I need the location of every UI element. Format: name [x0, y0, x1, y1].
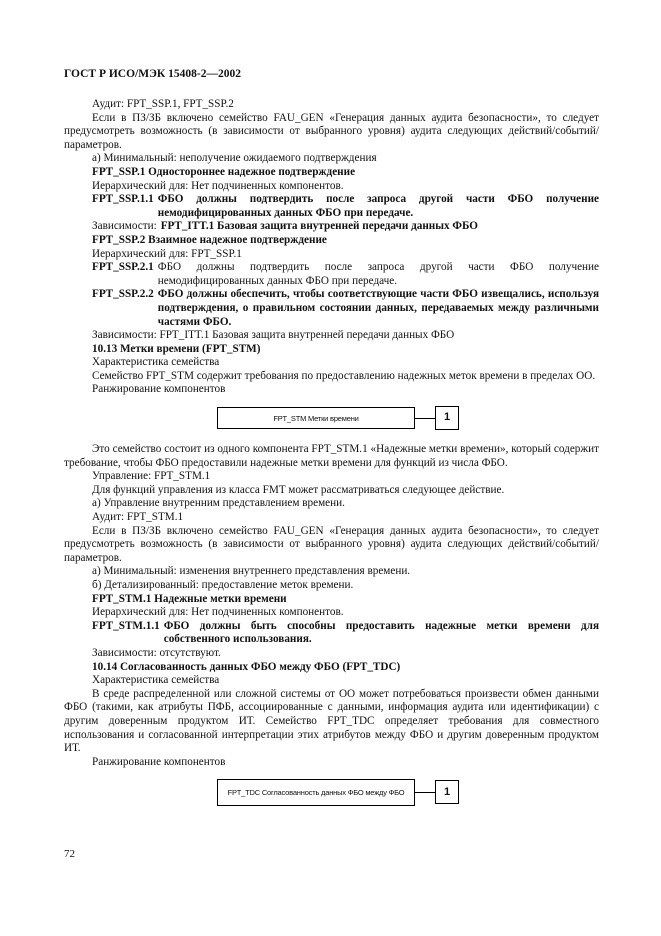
page-number: 72 [64, 848, 75, 860]
paragraph: Характеристика семейства [92, 356, 220, 369]
paragraph: Зависимости: FPT_ITT.1 Базовая защита внутренней передачи данных ФБО [92, 329, 455, 342]
element-row [64, 193, 599, 220]
paragraph: Иерархический для: Нет подчиненных компонентов. [92, 606, 344, 619]
paragraph: а) Минимальный: неполучение ожидаемого подтверждения [92, 152, 377, 165]
element-id: FPT_SSP.2.1 [92, 261, 154, 274]
paragraph: Характеристика семейства [92, 674, 220, 687]
paragraph: Для функций управления из класса FMT может рассматриваться следующее действие. [92, 483, 505, 496]
section-heading: 10.13 Метки времени (FPT_STM) [92, 342, 261, 355]
component-heading: FPT_STM.1 Надежные метки времени [92, 592, 287, 605]
paragraph: б) Детализированный: предоставление меток времени. [92, 579, 354, 591]
paragraph: Управление: FPT_STM.1 [92, 470, 211, 483]
element-text: ФБО должны подтвердить после запроса другой части ФБО получение немодифицированных данных ФБО при передаче. [157, 193, 599, 219]
paragraph: а) Минимальный: изменения внутреннего представления времени. [92, 565, 411, 578]
component-diagram [64, 397, 599, 443]
dependency-text: FPT_ITT.1 Базовая защита внутренней передачи данных ФБО [160, 220, 478, 233]
paragraph: Зависимости: отсутствуют. [92, 646, 221, 659]
paragraph: Иерархический для: Нет подчиненных компонентов. [92, 179, 344, 192]
diagram-family-box: FPT_TDC Согласованность данных ФБО между ФБО [217, 779, 415, 806]
element-row [64, 288, 599, 329]
paragraph: Если в ПЗ/ЗБ включено семейство FAU_GEN «Генерация данных аудита безопасности», то следует предусмотреть возможность (в зависимости от выбранного уровня) аудита следующих действий/событий/параметров. [64, 111, 599, 151]
element-row [64, 620, 599, 647]
diagram-level-box: 1 [435, 780, 459, 804]
diagram-connector [415, 418, 435, 419]
element-id: FPT_STM.1.1 [92, 619, 160, 632]
dependency-label: Зависимости: [92, 220, 157, 233]
paragraph: В среде распределенной или сложной системы от ОО может потребоваться произвести обмен данными ФБО (такими, как атрибуты ПФБ, ассоциированные с данными, информация аудита или идентификации) с другим доверенным продуктом ИТ. Семейство FPT_TDC определяет требования для совместного использования и согласованной интерпретации этих атрибутов между ФБО и другим доверенным продуктом ИТ. [64, 687, 599, 755]
paragraph: Ранжирование компонентов [92, 755, 226, 768]
diagram-family-box: FPT_STM Метки времени [217, 407, 415, 429]
paragraph: Если в ПЗ/ЗБ включено семейство FAU_GEN «Генерация данных аудита безопасности», то следует предусмотреть возможность (в зависимости от выбранного уровня) аудита следующих действий/событий/параметров. [64, 524, 599, 564]
document-header: ГОСТ Р ИСО/МЭК 15408-2—2002 [64, 68, 241, 80]
element-id: FPT_SSP.2.2 [92, 288, 154, 301]
component-diagram [64, 769, 599, 815]
diagram-connector [415, 792, 435, 793]
paragraph: Аудит: FPT_SSP.1, FPT_SSP.2 [92, 98, 234, 110]
diagram-level-box: 1 [435, 406, 459, 430]
paragraph: Иерархический для: FPT_SSP.1 [92, 247, 242, 260]
element-text: ФБО должны подтвердить после запроса другой части ФБО получение немодифицированных данных ФБО при передаче. [157, 261, 599, 287]
paragraph: Семейство FPT_STM содержит требования по предоставлению надежных меток времени в пределах ОО. [92, 369, 596, 382]
paragraph: а) Управление внутренним представлением времени. [92, 497, 345, 510]
paragraph: Это семейство состоит из одного компонента FPT_STM.1 «Надежные метки времени», который содержит требование, чтобы ФБО предоставили надежные метки времени для функций из числа ФБО. [64, 443, 599, 469]
element-row [64, 261, 599, 288]
component-heading: FPT_SSP.1 Одностороннее надежное подтверждение [92, 165, 356, 178]
section-heading: 10.14 Согласованность данных ФБО между ФБО (FPT_TDC) [92, 660, 401, 673]
page-content [64, 98, 599, 815]
element-id: FPT_SSP.1.1 [92, 193, 154, 206]
paragraph: Ранжирование компонентов [92, 383, 226, 396]
paragraph: Аудит: FPT_STM.1 [92, 511, 184, 524]
component-heading: FPT_SSP.2 Взаимное надежное подтверждение [92, 233, 327, 246]
dependency-row [64, 220, 599, 234]
element-text: ФБО должны обеспечить, чтобы соответствующие части ФБО извещались, используя подтверждения, о правильном состоянии данных, передаваемых между различными частями ФБО. [157, 288, 599, 328]
element-text: ФБО должны быть способны предоставить надежные метки времени для собственного использования. [163, 619, 599, 646]
